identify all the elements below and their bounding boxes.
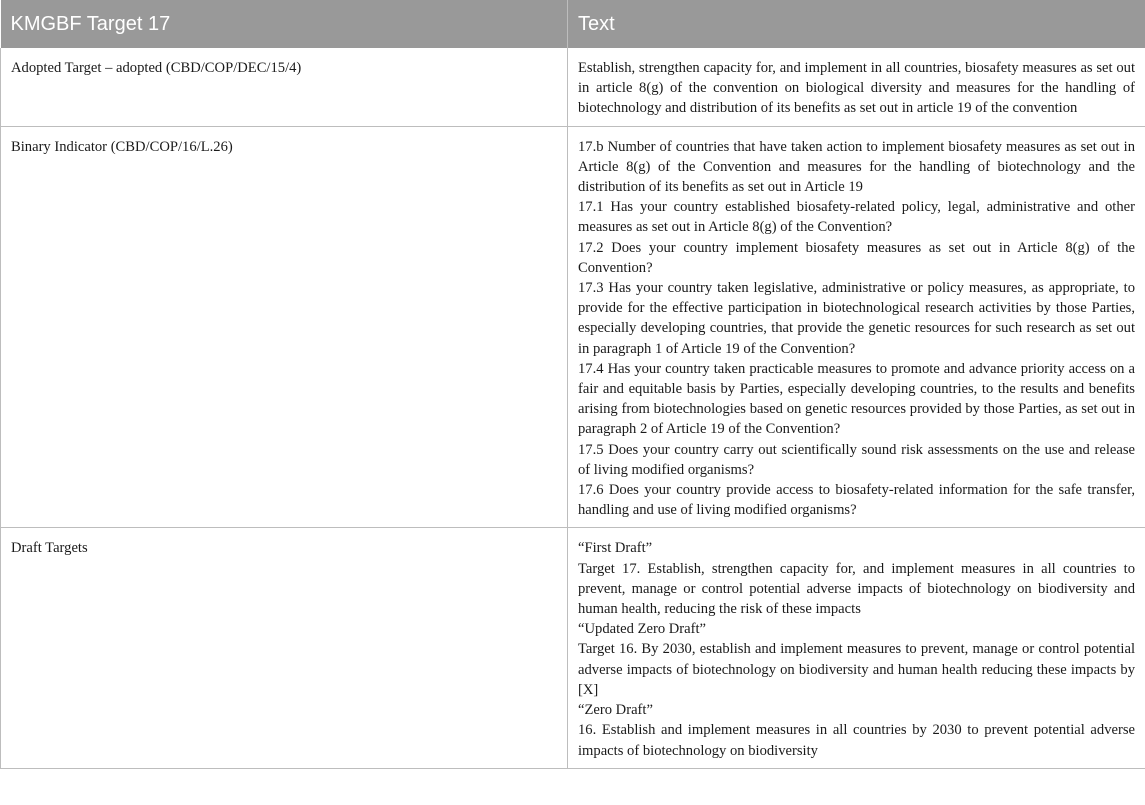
indicator-17-2: 17.2 Does your country implement biosafety measures as set out in Article 8(g) of the Convention? xyxy=(578,239,1135,276)
draft-text-updated-zero: Target 16. By 2030, establish and implement measures to prevent, manage or control potential adverse impacts of biotechnology on biodiversity and human health reducing these impacts by [X] xyxy=(578,641,1135,698)
indicator-17-3: 17.3 Has your country taken legislative, administrative or policy measures, as appropriate, to provide for the effective participation in biotechnological research activities by those Parties, especially developing countries, that provide the genetic resources for such research as set out in paragraph 1 of Article 19 of the Convention? xyxy=(578,280,1135,357)
indicator-17-5: 17.5 Does your country carry out scientifically sound risk assessments on the use and release of living modified organisms? xyxy=(578,441,1135,478)
column-header-text: Text xyxy=(568,0,1145,48)
row-label: Adopted Target – adopted (CBD/COP/DEC/15/4) xyxy=(1,48,568,126)
indicator-17-6: 17.6 Does your country provide access to biosafety-related information for the safe transfer, handling and use of living modified organisms? xyxy=(578,482,1135,519)
indicator-17-1: 17.1 Has your country established biosafety-related policy, legal, administrative and other measures as set out in Article 8(g) of the Convention? xyxy=(578,199,1135,236)
indicator-17b: 17.b Number of countries that have taken action to implement biosafety measures as set out in Article 8(g) of the Convention and measures for the handling of biotechnology and the distribution of its benefits as set out in Article 19 xyxy=(578,138,1135,196)
row-label: Draft Targets xyxy=(1,528,568,768)
row-text xyxy=(568,528,1145,768)
row-text xyxy=(568,126,1145,528)
text-paragraph: Establish, strengthen capacity for, and implement in all countries, biosafety measures as set out in article 8(g) of the convention on biological diversity and measures for the handling of biotechnology and distribution of its benefits as set out in article 19 of the convention xyxy=(578,60,1135,117)
draft-heading-zero: “Zero Draft” xyxy=(578,702,653,719)
draft-text-first: Target 17. Establish, strengthen capacity for, and implement measures in all countries to prevent, manage or control potential adverse impacts of biotechnology on biodiversity and human health, reducing the risk of these impacts xyxy=(578,560,1135,618)
draft-text-zero: 16. Establish and implement measures in all countries by 2030 to prevent potential adverse impacts of biotechnology on biodiversity xyxy=(578,722,1135,759)
table-row-draft-targets xyxy=(1,528,1145,768)
table-header-row xyxy=(1,0,1145,48)
row-text xyxy=(568,48,1145,126)
column-header-target: KMGBF Target 17 xyxy=(1,0,568,48)
table-row-adopted-target xyxy=(1,48,1145,126)
draft-heading-first: “First Draft” xyxy=(578,540,653,557)
table-row-binary-indicator xyxy=(1,126,1145,528)
indicator-17-4: 17.4 Has your country taken practicable measures to promote and advance priority access on a fair and equitable basis by Parties, especially developing countries, to the results and benefits arising from biotechnologies based on genetic resources provided by those Parties, as set out in paragraph 2 of Article 19 of the Convention? xyxy=(578,360,1135,438)
row-label: Binary Indicator (CBD/COP/16/L.26) xyxy=(1,126,568,528)
draft-heading-updated-zero: “Updated Zero Draft” xyxy=(578,621,707,638)
